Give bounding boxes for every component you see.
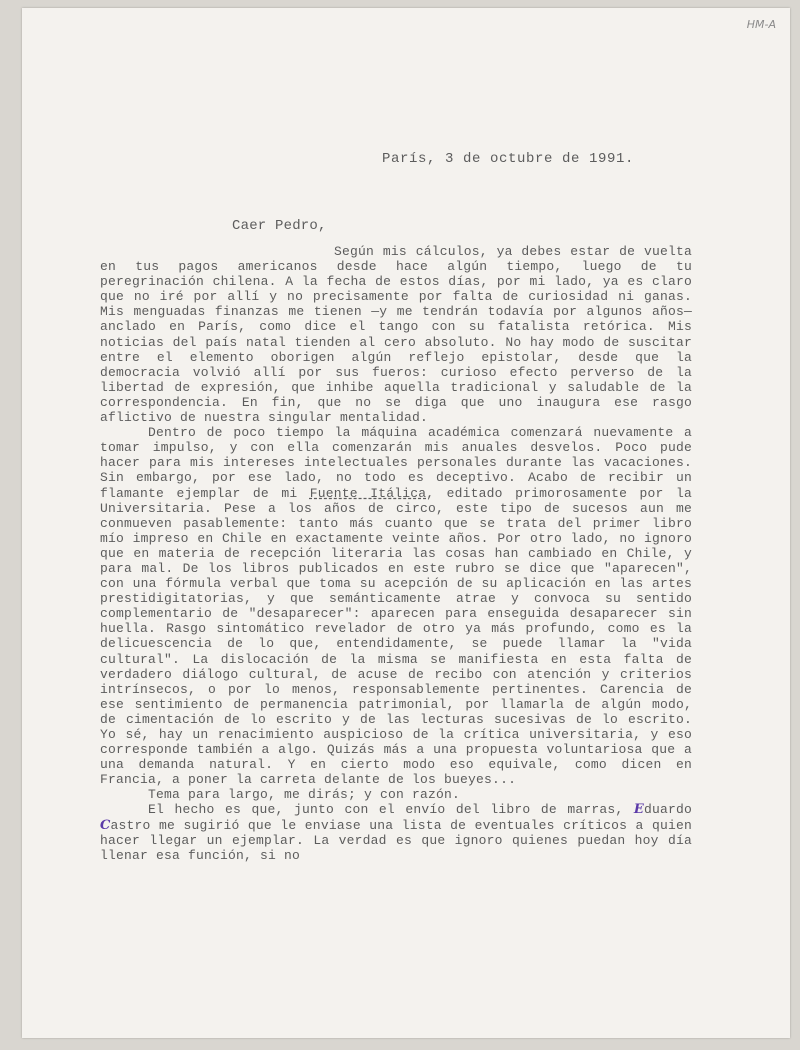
handwritten-correction-c: C [100,817,111,833]
letter-body [100,244,692,863]
archive-reference: HM-A [746,18,776,31]
book-title: Fuente Itálica [309,485,427,501]
paragraph-4-mid: duardo [643,802,692,818]
handwritten-correction-e: E [633,802,644,818]
letter-date: París, 3 de octubre de 1991. [382,151,635,167]
paragraph-4-start: El hecho es que, junto con el envío del libro de marras, [148,802,634,818]
paragraph-2-start: Dentro de poco tiempo la máquina académica comenzará nuevamente a tomar impulso, y con ella comenzarán mis anuales desvelos. Poco pude hacer para mis intereses intelectuales personales durante las vacaciones. Sin embargo, por ese lado, no todo es deceptivo. Acabo de recibir un flamante ejemplar de mi [100,425,692,501]
letter-page [22,8,790,1038]
paragraph-2-end: , editado primorosamente por la Universitaria. Pese a los años de circo, este tipo de sucesos aun me conmueven pasablemente: tanto más cuanto que se trata del primer libro mío impreso en Chile en exactamente veinte años. Por otro lado, no ignoro que en materia de recepción literaria las cosas han cambiado en Chile, y para mal. De los libros publicados en este rubro se dice que "aparecen", con una fórmula verbal que toma su acepción de su aplicación en las artes prestidigitatorias, y que semánticamente atrae y convoca su sentido complementario de "desaparecer": aparecen para enseguida desaparecer sin huella. Rasgo sintomático revelador de otro ya más profundo, como es la delicuescencia de lo que, entendidamente, se puede llamar la "vida cultural". La dislocación de la misma se manifiesta en esta falta de verdadero diálogo cultural, de acuse de recibo con atención y criterios intrínsecos, o por lo menos, responsablemente pertinentes. Carencia de ese sentimiento de permanencia patrimonial, por llamarla de algún modo, de cimentación de lo escrito y de las lecturas sucesivas de lo escrito. Yo sé, hay un renacimiento auspicioso de la crítica universitaria, y eso corresponde también a algo. Quizás más a una propuesta voluntariosa que a una demanda natural. Y en cierto modo eso equivale, como dicen en Francia, a poner la carreta delante de los bueyes... [100,485,692,788]
paragraph-4 [100,802,692,862]
paragraph-4-end: astro me sugirió que le enviase una lista de eventuales críticos a quien hacer llegar un ejemplar. La verdad es que ignoro quienes puedan hoy día llenar esa función, si no [100,817,692,863]
paragraph-2 [100,425,692,787]
paragraph-3: Tema para largo, me dirás; y con razón. [148,787,461,803]
letter-salutation: Caer Pedro, [232,218,327,234]
paragraph-1: Según mis cálculos, ya debes estar de vuelta en tus pagos americanos desde hace algún tiempo, luego de tu peregrinación chilena. A la fecha de estos días, por mi lado, ya es claro que no iré por allí y no precisamente por falta de curiosidad ni ganas. Mis menguadas finanzas me tienen —y me tendrán todavía por algunos años— anclado en París, como dice el tango con su fatalista retórica. Mis noticias del país natal tienden al cero absoluto. No hay modo de suscitar entre el elemento oborigen algún reflejo epistolar, desde que la democracia volvió allí por sus fueros: curioso efecto perverso de la libertad de expresión, que inhibe aquella tradicional y saludable de la correspondencia. En fin, que no se diga que uno inaugura ese rasgo aflictivo de nuestra singular mentalidad. [100,244,692,426]
